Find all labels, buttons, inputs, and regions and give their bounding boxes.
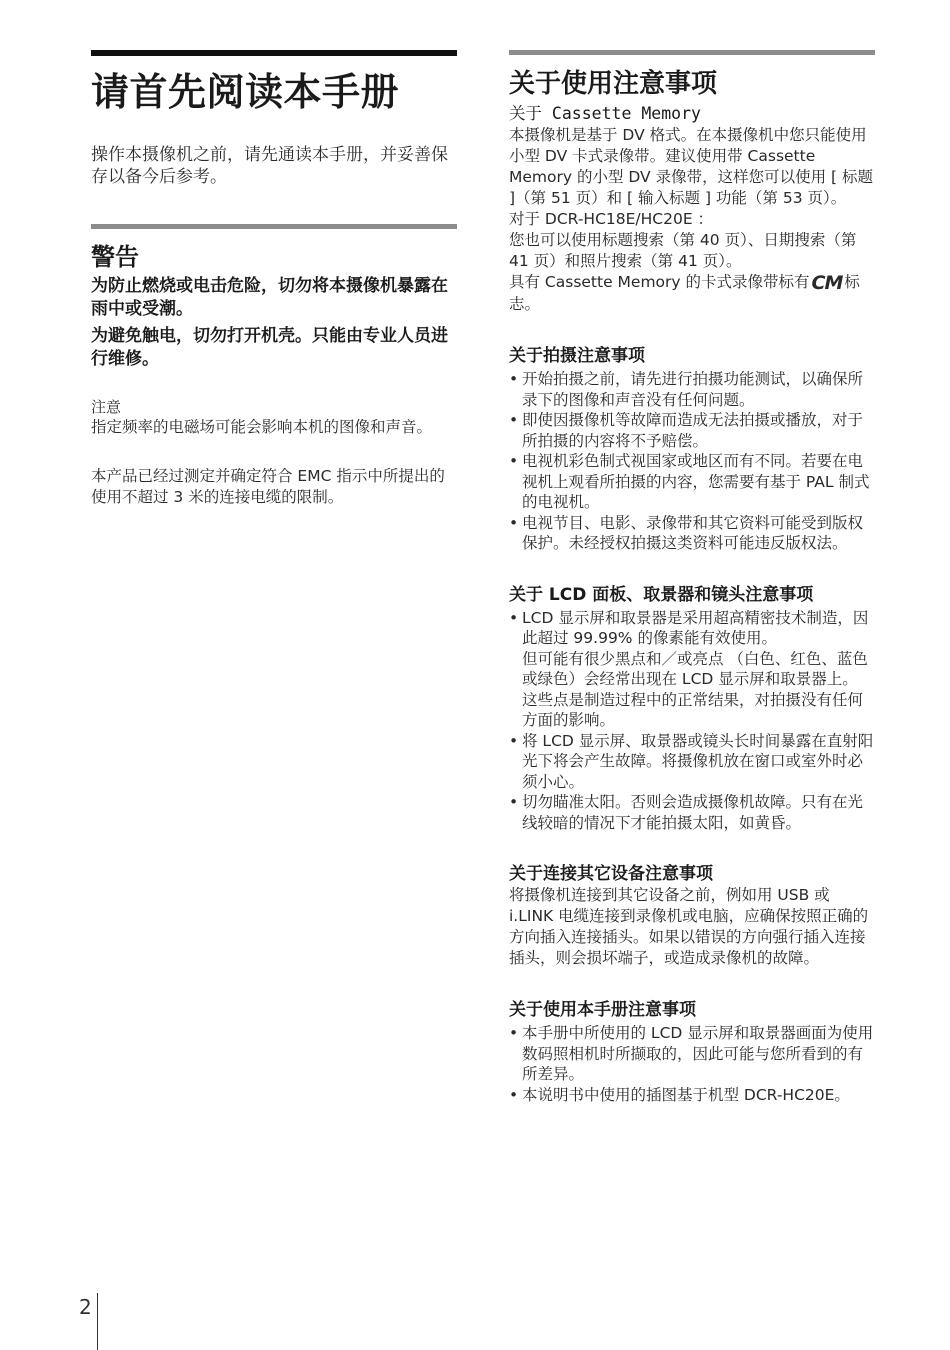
intro-text: 操作本摄像机之前，请先通读本手册，并妥善保存以备今后参考。 <box>91 145 448 187</box>
lcd-section <box>509 584 875 834</box>
cassette-memory-section <box>509 103 875 315</box>
list-item: • 即使因摄像机等故障而造成无法拍摄或播放，对于所拍摄的内容将不予赔偿。 <box>509 410 875 451</box>
list-item: • 开始拍摄之前，请先进行拍摄功能测试，以确保所录下的图像和声音没有任何问题。 <box>509 369 875 410</box>
shooting-section <box>509 345 875 554</box>
manual-section <box>509 999 875 1105</box>
list-item: • 电视机彩色制式视国家或地区而有不同。若要在电视机上观看所拍摄的内容，您需要有基于 PAL 制式的电视机。 <box>509 451 875 513</box>
warning-text-1: 为防止燃烧或电击危险，切勿将本摄像机暴露在雨中或受潮。 <box>91 276 448 319</box>
cassette-paragraph-1: 本摄像机是基于 DV 格式。在本摄像机中您只能使用小型 DV 卡式录像带。建议使用带 Cassette Memory 的小型 DV 录像带，这样您可以使用 [ 标题 ]（第 51 页）和 [ 输入标题 ] 功能（第 53 页）。 <box>509 126 873 207</box>
cassette-heading: 关于 Cassette Memory <box>509 104 701 123</box>
note-label: 注意 <box>91 398 122 416</box>
note-text: 指定频率的电磁场可能会影响本机的图像和声音。 <box>91 418 433 436</box>
section-rule <box>509 50 875 55</box>
page-title: 请首先阅读本手册 <box>91 70 400 114</box>
lcd-item1-b: 但可能有很少黑点和／或亮点 （白色、红色、蓝色或绿色）会经常出现在 LCD 显示屏和取景器上。 <box>522 649 868 688</box>
cassette-p4-after: 标志。 <box>509 273 860 313</box>
list-item <box>509 608 875 731</box>
section-title: 关于使用注意事项 <box>509 69 718 99</box>
lcd-heading: 关于 LCD 面板、取景器和镜头注意事项 <box>509 584 814 605</box>
shooting-list <box>509 369 875 554</box>
cassette-paragraph-4 <box>509 272 875 315</box>
list-item: • 本手册中所使用的 LCD 显示屏和取景器画面为使用数码照相机时所撷取的，因此可能与您所看到的有所差异。 <box>509 1023 875 1085</box>
right-column <box>509 50 875 1105</box>
shooting-heading: 关于拍摄注意事项 <box>509 346 645 366</box>
cassette-paragraph-2: 对于 DCR-HC18E/HC20E ： <box>509 210 714 228</box>
cassette-p4-before: 具有 Cassette Memory 的卡式录像带标有 <box>509 273 810 291</box>
cassette-paragraph-3: 您也可以使用标题搜索（第 40 页）、日期搜索（第 41 页）和照片搜索（第 41 页）。 <box>509 231 857 270</box>
emc-text: 本产品已经过测定并确定符合 EMC 指示中所提出的使用不超过 3 米的连接电缆的限制。 <box>91 467 445 506</box>
list-item: • 切勿瞄准太阳。否则会造成摄像机故障。只有在光线较暗的情况下才能拍摄太阳，如黄昏。 <box>509 792 875 833</box>
lcd-item1-a: • LCD 显示屏和取景器是采用超高精密技术制造，因此超过 99.99% 的像素能有效使用。 <box>522 608 869 647</box>
page-number: 2 <box>79 1295 92 1319</box>
page-number-bar <box>97 1293 98 1350</box>
lcd-item1-c: 这些点是制造过程中的正常结果，对拍摄没有任何方面的影响。 <box>522 690 864 729</box>
title-rule <box>91 50 457 56</box>
manual-heading: 关于使用本手册注意事项 <box>509 1000 696 1020</box>
left-column <box>91 50 457 508</box>
lcd-list <box>509 608 875 834</box>
cassette-memory-logo-icon: CM <box>811 272 843 294</box>
warning-rule <box>91 224 457 229</box>
list-item: • 将 LCD 显示屏、取景器或镜头长时间暴露在直射阳光下将会产生故障。将摄像机放在窗口或室外时必须小心。 <box>509 731 875 793</box>
warning-text-2: 为避免触电，切勿打开机壳。只能由专业人员进行维修。 <box>91 326 448 369</box>
list-item: • 本说明书中使用的插图基于机型 DCR-HC20E。 <box>509 1085 875 1106</box>
connect-heading: 关于连接其它设备注意事项 <box>509 864 713 884</box>
list-item: • 电视节目、电影、录像带和其它资料可能受到版权保护。未经授权拍摄这类资料可能违反版权法。 <box>509 513 875 554</box>
manual-list <box>509 1023 875 1105</box>
warning-title: 警告 <box>91 243 139 271</box>
connect-text: 将摄像机连接到其它设备之前，例如用 USB 或 i.LINK 电缆连接到录像机或电脑，应确保按照正确的方向插入连接插头。如果以错误的方向强行插入连接插头，则会损坏端子，或造成录像机的故障。 <box>509 886 869 967</box>
connect-section <box>509 863 875 969</box>
